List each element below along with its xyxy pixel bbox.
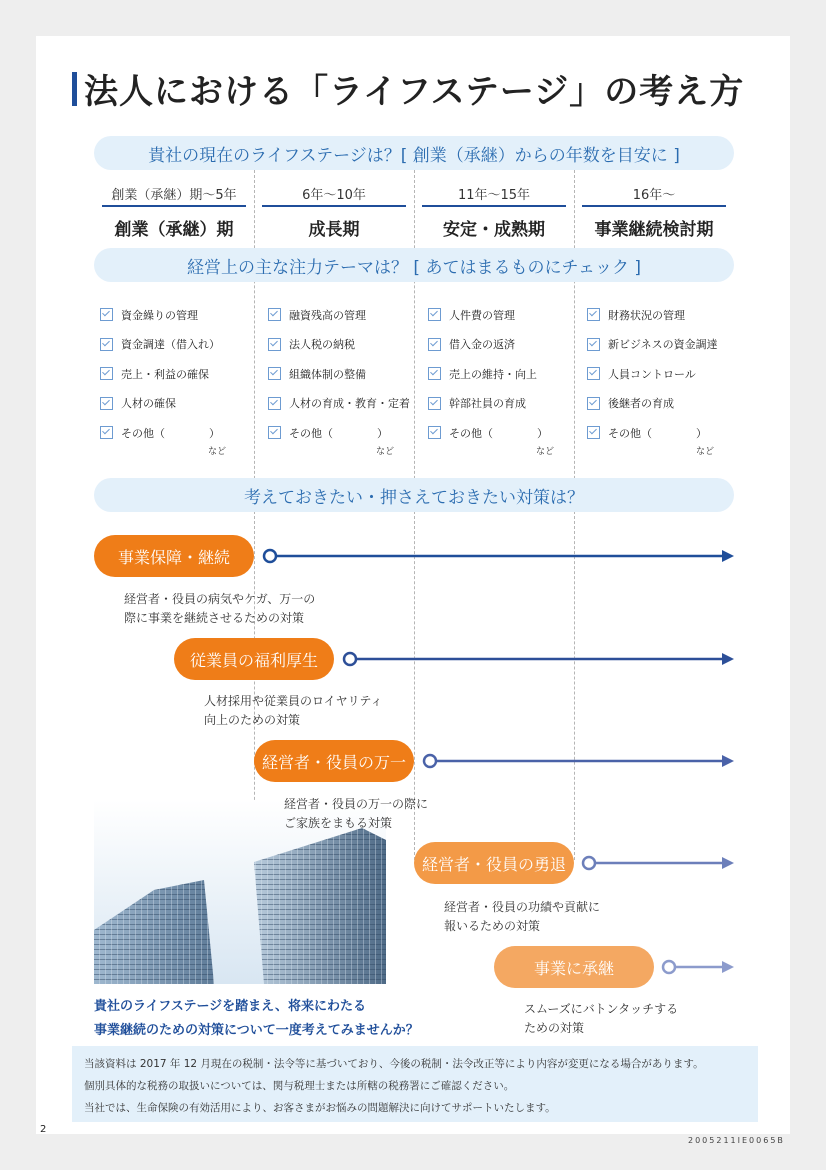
measure-employee-welfare: 従業員の福利厚生: [174, 638, 334, 680]
stage-years: 16年〜: [582, 184, 726, 207]
measure-business-continuity: 事業保障・継続: [94, 535, 254, 577]
stage-name: 事業継続検討期: [594, 220, 714, 240]
footnote-line: 個別具体的な税務の取扱いについては、関与税理士または所轄の税務署にご確認ください。: [84, 1080, 515, 1092]
measure-executive-emergency: 経営者・役員の万一: [254, 740, 414, 782]
stage-name: 安定・成熟期: [443, 220, 545, 240]
stage-years: 6年〜10年: [262, 184, 406, 207]
theme-item[interactable]: 融資残高の管理: [268, 300, 418, 330]
etc-note: など: [376, 447, 395, 457]
theme-item[interactable]: その他（ ）: [428, 418, 578, 448]
section-header-stage: 貴社の現在のライフステージは？[ 創業（承継）からの年数を目安に ]: [94, 136, 734, 170]
section-header-measures: 考えておきたい・押さえておきたい対策は？: [94, 478, 734, 512]
theme-item[interactable]: 後継者の育成: [587, 389, 737, 419]
theme-item[interactable]: その他（ ）: [268, 418, 418, 448]
footnote-line: 当該資料は 2017 年 12 月現在の税制・法令等に基づいており、今後の税制・法令改正等により内容が変更になる場合があります。: [84, 1058, 704, 1070]
theme-item[interactable]: その他（ ）: [100, 418, 250, 448]
arrow-welfare: [344, 653, 734, 665]
measure-desc: 経営者・役員の万一の際に ご家族をまもる対策: [284, 797, 429, 830]
arrow-business-continuity: [264, 550, 734, 562]
document-code: 2005211IE0065B: [688, 1136, 785, 1145]
arrow-emergency: [424, 755, 734, 767]
measure-desc: 人材採用や従業員のロイヤリティ 向上のための対策: [204, 694, 383, 727]
footnote-line: 当社では、生命保険の有効活用により、お客さまがお悩みの問題解決に向けてサポートいたします。: [84, 1102, 556, 1114]
theme-item[interactable]: 借入金の返済: [428, 330, 578, 360]
page-title: 法人における「ライフステージ」の考え方: [84, 72, 745, 112]
measure-succession: 事業に承継: [494, 946, 654, 988]
etc-note: など: [696, 447, 715, 457]
theme-item[interactable]: 人材の確保: [100, 389, 250, 419]
measure-desc: スムーズにバトンタッチする ための対策: [524, 1002, 679, 1035]
theme-item[interactable]: その他（ ）: [587, 418, 737, 448]
theme-item[interactable]: 法人税の納税: [268, 330, 418, 360]
theme-item[interactable]: 新ビジネスの資金調達: [587, 330, 737, 360]
closing-message-line2: 事業継続のための対策について一度考えてみませんか？: [94, 1023, 419, 1038]
theme-item[interactable]: 組織体制の整備: [268, 359, 418, 389]
theme-item[interactable]: 人員コントロール: [587, 359, 737, 389]
stage-years: 11年〜15年: [422, 184, 566, 207]
measure-desc: 経営者・役員の功績や貢献に 報いるための対策: [444, 900, 601, 933]
etc-note: など: [208, 447, 227, 457]
page-number: 2: [40, 1124, 47, 1135]
theme-item[interactable]: 資金繰りの管理: [100, 300, 250, 330]
theme-item[interactable]: 幹部社員の育成: [428, 389, 578, 419]
theme-item[interactable]: 売上・利益の確保: [100, 359, 250, 389]
theme-item[interactable]: 財務状況の管理: [587, 300, 737, 330]
arrow-succession: [663, 961, 734, 973]
stage-name: 創業（承継）期: [114, 220, 234, 240]
theme-item[interactable]: 人件費の管理: [428, 300, 578, 330]
theme-item[interactable]: 資金調達（借入れ）: [100, 330, 250, 360]
section-header-themes: 経営上の主な注力テーマは？ [ あてはまるものにチェック ]: [94, 248, 734, 282]
stage-name: 成長期: [308, 220, 360, 240]
etc-note: など: [536, 447, 555, 457]
arrow-retirement: [583, 857, 734, 869]
measure-executive-retirement: 経営者・役員の勇退: [414, 842, 574, 884]
closing-message-line1: 貴社のライフステージを踏まえ、将来にわたる: [94, 999, 366, 1014]
theme-item[interactable]: 人材の育成・教育・定着: [268, 389, 418, 419]
stage-years: 創業（承継）期〜5年: [102, 184, 246, 207]
theme-item[interactable]: 売上の維持・向上: [428, 359, 578, 389]
measure-desc: 経営者・役員の病気やケガ、万一の 際に事業を継続させるための対策: [124, 592, 316, 625]
